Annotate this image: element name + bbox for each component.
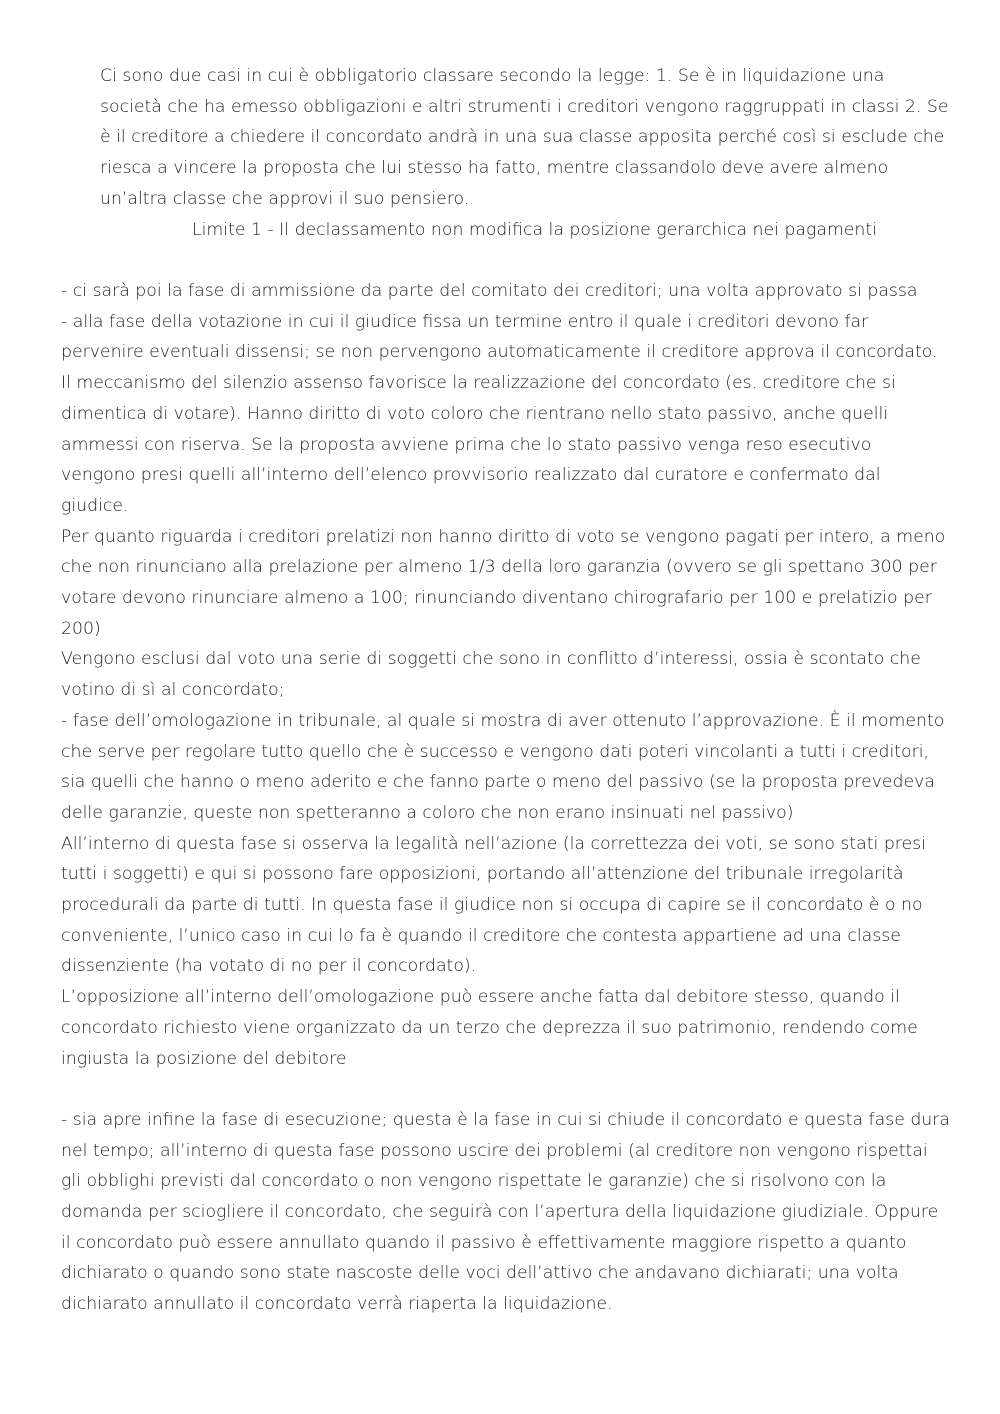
paragraph-opposition: L’opposizione all’interno dell’omologazione può essere anche fatta dal debitore stesso, quando il concordato richiesto viene organizzato da un terzo che deprezza il suo patrimonio, rendendo come ingiusta la posizione del debitore	[61, 987, 918, 1069]
indented-section	[100, 61, 950, 245]
paragraph-admission: - ci sarà poi la fase di ammissione da parte del comitato dei creditori; una volta approvato si passa	[61, 281, 918, 301]
paragraph-legality: All’interno di questa fase si osserva la legalità nell’azione (la correttezza dei voti, se sono stati presi tutti i soggetti) e qui si possono fare opposizioni, portando all’attenzione del tribunale irregolarità procedurali da parte di tutti. In questa fase il giudice non si occupa di capire se il concordato è o no conveniente, l’unico caso in cui lo fa è quando il creditore che contesta appartiene ad una classe dissenziente (ha votato di no per il concordato).	[61, 833, 926, 977]
main-section	[61, 276, 951, 1320]
paragraph-voting: - alla fase della votazione in cui il giudice fissa un termine entro il quale i creditori devono far pervenire eventuali dissensi; se non pervengono automaticamente il creditore approva il concordato. Il meccanismo del silenzio assenso favorisce la realizzazione del concordato (es. creditore che si dimentica di votare). Hanno diritto di voto coloro che rientrano nello stato passivo, anche quelli ammessi con riserva. Se la proposta avviene prima che lo stato passivo venga reso esecutivo vengono presi quelli all’interno dell’elenco provvisorio realizzato dal curatore e confermato dal giudice.	[61, 311, 938, 516]
classes-paragraph: Ci sono due casi in cui è obbligatorio classare secondo la legge: 1. Se è in liquidazione una società che ha emesso obbligazioni e altri strumenti i creditori vengono raggruppati in classi 2. Se è il creditore a chiedere il concordato andrà in una sua classe apposita perché così si esclude che riesca a vincere la proposta che lui stesso ha fatto, mentre classandolo deve avere almeno un’altra classe che approvi il suo pensiero.	[100, 66, 949, 209]
limit-line: Limite 1 - Il declassamento non modifica la posizione gerarchica nei pagamenti	[192, 219, 877, 240]
paragraph-execution: - sia apre infine la fase di esecuzione; questa è la fase in cui si chiude il concordato e questa fase dura nel tempo; all’interno di questa fase possono uscire dei problemi (al creditore non vengono rispettai gli obblighi previsti dal concordato o non vengono rispettate le garanzie) che si risolvono con la domanda per sciogliere il concordato, che seguirà con l’apertura della liquidazione giudiziale. Oppure il concordato può essere annullato quando il passivo è effettivamente maggiore rispetto a quanto dichiarato o quando sono state nascoste delle voci dell’attivo che andavano dichiarati; una volta dichiarato annullato il concordato verrà riaperta la liquidazione.	[61, 1109, 950, 1315]
paragraph-excluded-voters: Vengono esclusi dal voto una serie di soggetti che sono in conflitto d’interessi, ossia è scontato che votino di sì al concordato;	[61, 649, 921, 701]
paragraph-homologation: - fase dell’omologazione in tribunale, al quale si mostra di aver ottenuto l’approvazione. È il momento che serve per regolare tutto quello che è successo e vengono dati poteri vincolanti a tutti i creditori, sia quelli che hanno o meno aderito e che fanno parte o meno del passivo (se la proposta prevedeva delle garanzie, queste non spetteranno a coloro che non erano insinuati nel passivo)	[61, 710, 945, 823]
paragraph-secured-creditors: Per quanto riguarda i creditori prelatizi non hanno diritto di voto se vengono pagati per intero, a meno che non rinunciano alla prelazione per almeno 1/3 della loro garanzia (ovvero se gli spettano 300 per votare devono rinunciare almeno a 100; rinunciando diventano chirografario per 100 e prelatizio per 200)	[61, 526, 946, 639]
paragraph-spacer	[61, 1074, 951, 1105]
